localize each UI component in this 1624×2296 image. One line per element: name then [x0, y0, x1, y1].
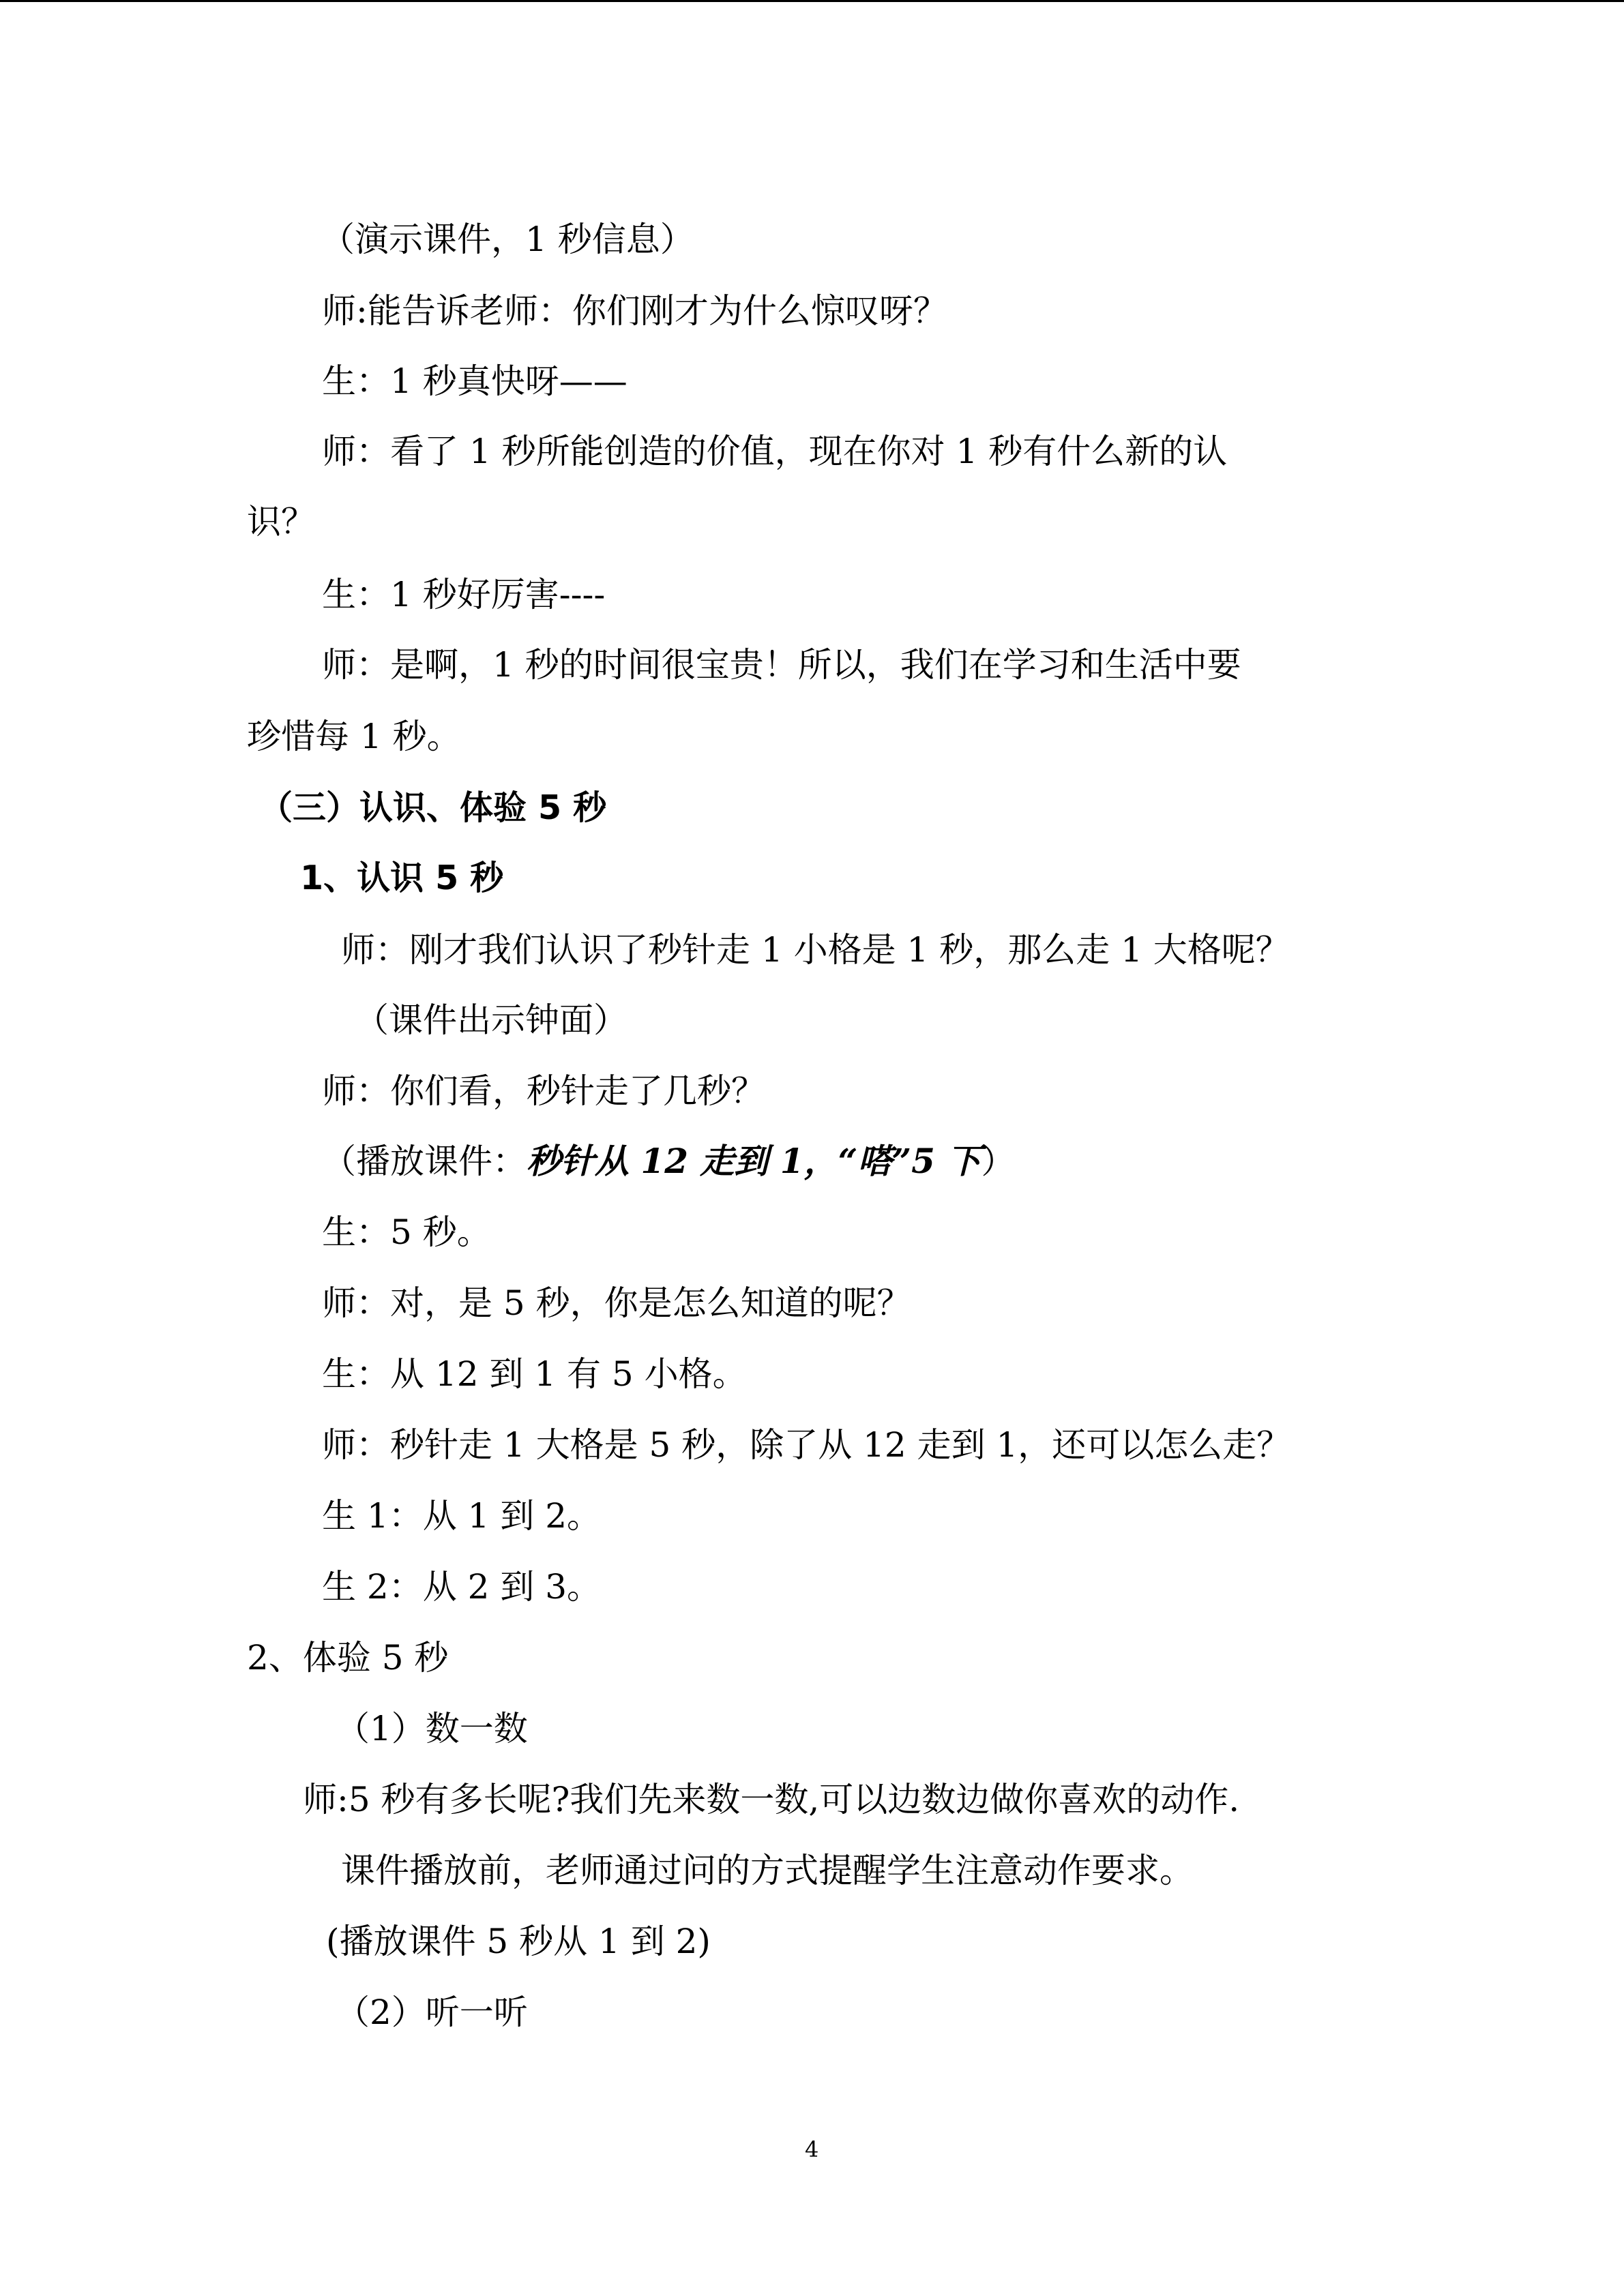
text-segment: ） [981, 1142, 1016, 1181]
text-line: 生 1：从 1 到 2。 [322, 1496, 602, 1536]
text-line: 生：1 秒好厉害---- [322, 575, 606, 614]
text-segment: （播放课件： [322, 1142, 527, 1181]
text-line-mixed [322, 1137, 1015, 1185]
text-line: 师:能告诉老师：你们刚才为什么惊叹呀？ [322, 291, 947, 331]
text-line: （演示课件，1 秒信息） [321, 220, 694, 259]
text-line: (播放课件 5 秒从 1 到 2) [326, 1922, 711, 1961]
text-line: 师：刚才我们认识了秒针走 1 小格是 1 秒，那么走 1 大格呢？ [341, 930, 1290, 970]
page-number: 4 [805, 2136, 819, 2162]
text-line: （课件出示钟面） [355, 1000, 628, 1040]
text-line: 师：你们看，秒针走了几秒？ [322, 1071, 765, 1111]
section-heading: （三）认识、体验 5 秒 [259, 788, 607, 827]
subsection-heading: 1、认识 5 秒 [300, 859, 504, 897]
text-line: 生 2：从 2 到 3。 [322, 1567, 602, 1607]
text-line: 师：看了 1 秒所能创造的价值，现在你对 1 秒有什么新的认 [322, 432, 1228, 471]
text-line: 师：对，是 5 秒，你是怎么知道的呢？ [322, 1283, 911, 1323]
text-line: 珍惜每 1 秒。 [247, 717, 461, 756]
text-line: 师:5 秒有多长呢?我们先来数一数,可以边数边做你喜欢的动作. [303, 1780, 1240, 1819]
text-line: 生：从 12 到 1 有 5 小格。 [322, 1354, 747, 1394]
text-line: 生：1 秒真快呀—— [322, 361, 628, 401]
text-line: 识？ [247, 502, 315, 541]
top-border-line [0, 0, 1624, 2]
text-line: 生：5 秒。 [322, 1212, 491, 1252]
text-line: 课件播放前，老师通过问的方式提醒学生注意动作要求。 [341, 1851, 1194, 1890]
text-line: 师：是啊，1 秒的时间很宝贵！所以，我们在学习和生活中要 [322, 645, 1241, 685]
script-text-segment: 秒针从 12 走到 1，“嗒”5 下 [527, 1141, 981, 1181]
text-line: 2、体验 5 秒 [247, 1638, 449, 1678]
text-line: （1）数一数 [336, 1709, 528, 1748]
text-line: 师：秒针走 1 大格是 5 秒，除了从 12 走到 1，还可以怎么走？ [322, 1425, 1291, 1465]
text-line: （2）听一听 [336, 1993, 528, 2032]
